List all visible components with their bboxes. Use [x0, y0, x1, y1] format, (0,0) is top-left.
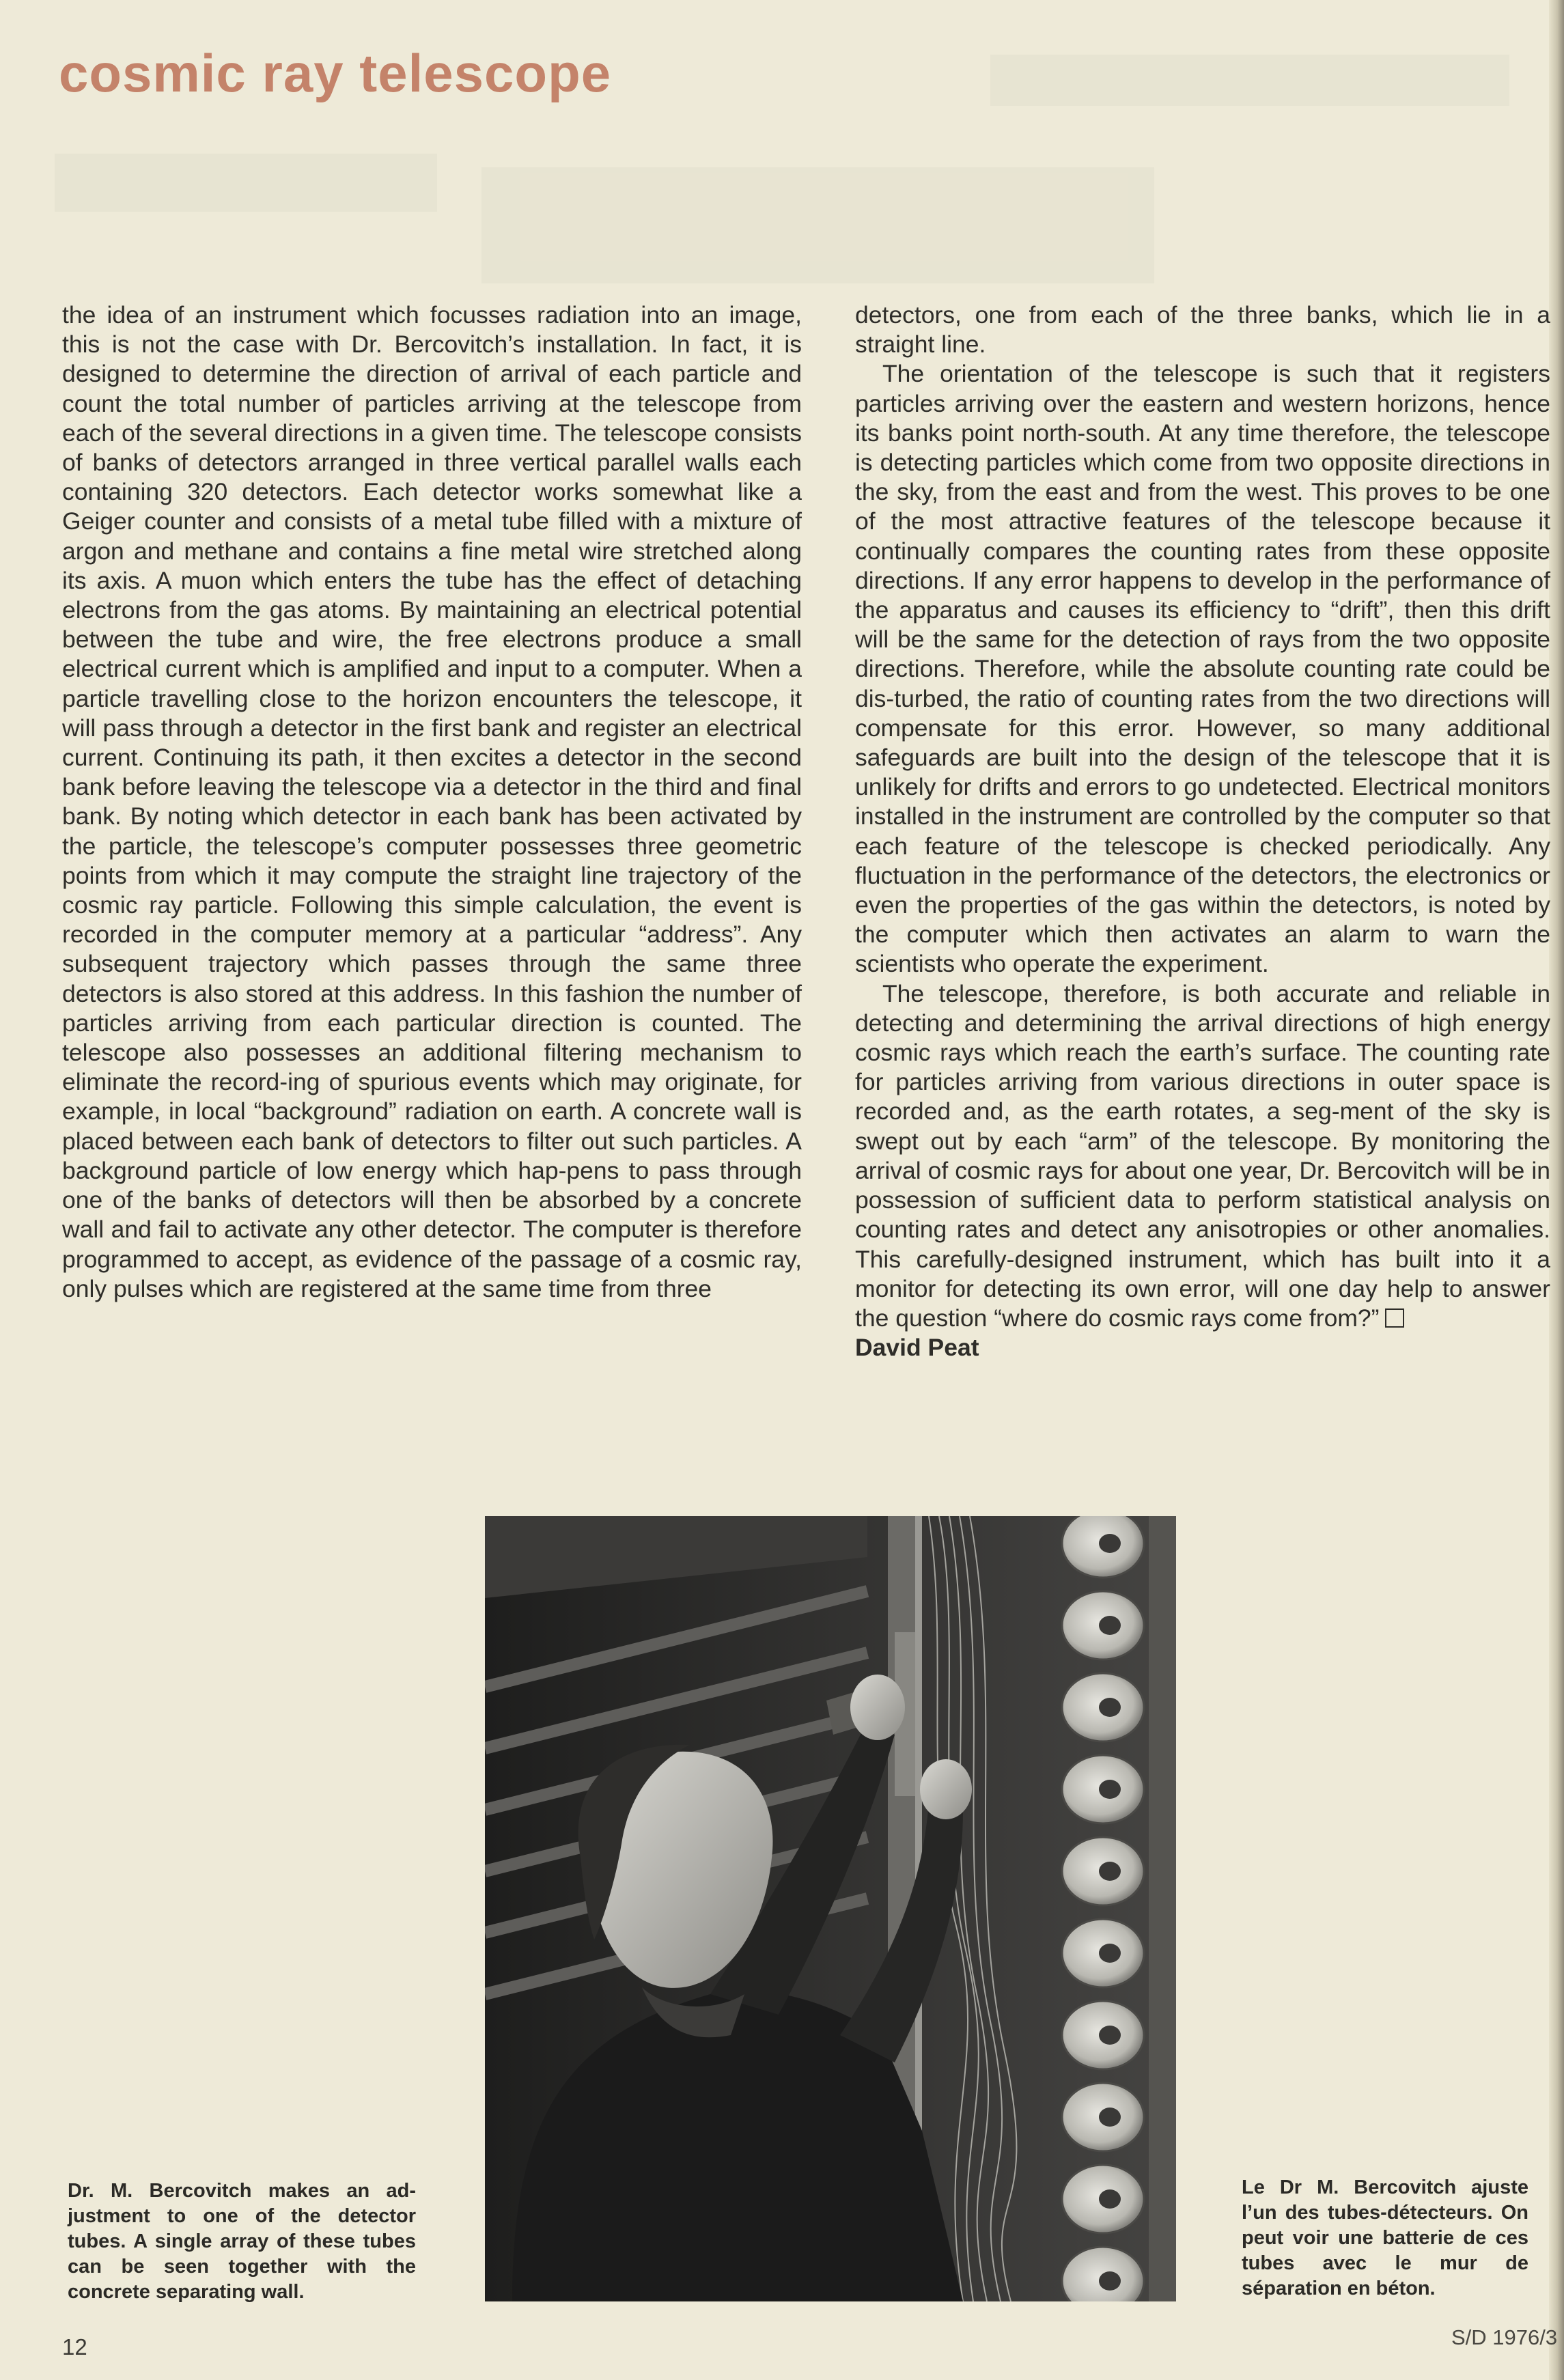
photo-caption-french: Le Dr M. Bercovitch ajuste l’un des tubes-détecteurs. On peut voir une batterie de ces tubes avec le mur de séparation en béton.: [1242, 2176, 1528, 2299]
article-paragraph: the idea of an instrument which focusses radiation into an image, this is not the case with Dr. Bercovitch’s installation. In fact, it is designed to determine the direction of arrival of each particle and count the total number of particles arriving at the telescope from each of the several directions in a given time. The telescope consists of banks of detectors arranged in three vertical parallel walls each containing 320 detectors. Each detector works somewhat like a Geiger counter and consists of a metal tube filled with a mixture of argon and methane and contains a fine metal wire stretched along its axis. A muon which enters the tube has the effect of detaching electrons from the gas atoms. By maintaining an electrical potential between the tube and wire, the free electrons produce a small electrical current which is amplified and input to a computer. When a particle travelling close to the horizon encounters the telescope, it will pass through a detector in the first bank and register an electrical current. Continuing its path, it then excites a detector in the second bank before leaving the telescope via a detector in the third and final bank. By noting which detector in each bank has been activated by the particle, the telescope’s computer possesses three geometric points from which it may compute the straight line trajectory of the cosmic ray particle. Following this simple calculation, the event is recorded in the computer memory at a particular “address”. Any subsequent trajectory which passes through the same three detectors is also stored at this address. In this fashion the number of particles arriving from each particular direction is counted. The telescope also possesses an additional filtering mechanism to eliminate the record-ing of spurious events which may originate, for example, in local “background” radiation on earth. A concrete wall is placed between each bank of detectors to filter out such particles. A background particle of low energy which hap-pens to pass through one of the banks of detectors will then be absorbed by a concrete wall and fail to activate any other detector. The computer is therefore programmed to accept, as evidence of the passage of a cosmic ray, only pulses which are registered at the same time from three: [62, 301, 802, 1302]
article-paragraph: The orientation of the telescope is such that it registers particles arriving over the eastern and western horizons, hence its banks point north-south. At any time therefore, the telescope is detecting particles which come from two opposite directions in the sky, from the east and from the west. This proves to be one of the most attractive features of the telescope because it continually compares the counting rates from these opposite directions. If any error happens to develop in the performance of the apparatus and causes its efficiency to “drift”, then this drift will be the same for the detection of rays from the two opposite directions. Therefore, while the absolute counting rate could be dis-turbed, the ratio of counting rates from the two directions will compensate for this error. However, so many additional safeguards are built into the design of the telescope that it is unlikely for drifts and errors to go undetected. Electrical monitors installed in the instrument are controlled by the computer so that each feature of the telescope is checked periodically. Any fluctuation in the performance of the detectors, the electronics or even the properties of the gas within the detectors, is noted by the computer which then activates an alarm to warn the scientists who operate the experiment.: [855, 360, 1550, 978]
show-through-block: [990, 55, 1509, 106]
article-paragraph-text: The telescope, therefore, is both accurate and reliable in detecting and determining the arrival directions of high energy cosmic rays which reach the earth’s surface. The counting rate for particles arriving from various directions in outer space is recorded and, as the earth rotates, a seg-ment of the sky is swept out by each “arm” of the telescope. By monitoring the arrival of cosmic rays for about one year, Dr. Bercovitch will be in possession of sufficient data to perform statistical analysis on counting rates and detect any anisotropies or other anomalies. This carefully-designed instrument, which has built into it a monitor for detecting its own error, will one day help to answer the question “where do cosmic rays come from?”: [855, 979, 1550, 1332]
photo-caption-english: Dr. M. Bercovitch makes an ad-justment to one of the detector tubes. A single array of these tubes can be seen together with the concrete separating wall.: [68, 2180, 416, 2303]
article-left-column: [62, 300, 802, 1304]
photo-scientist-adjusting-detector-tubes: [485, 1516, 1176, 2301]
show-through-block: [55, 154, 437, 212]
end-of-article-box-icon: [1385, 1308, 1404, 1328]
article-title: cosmic ray telescope: [59, 43, 612, 103]
article-right-column: [855, 300, 1550, 1362]
page-binding-edge: [1549, 0, 1564, 2380]
author-byline: David Peat: [855, 1334, 979, 1362]
issue-label: S/D 1976/3: [1451, 2325, 1558, 2349]
show-through-block: [481, 167, 1154, 283]
page-number: 12: [62, 2334, 87, 2360]
article-paragraph: [855, 979, 1550, 1333]
photo-illustration: [485, 1516, 1176, 2301]
article-paragraph: detectors, one from each of the three banks, which lie in a straight line.: [855, 301, 1550, 359]
